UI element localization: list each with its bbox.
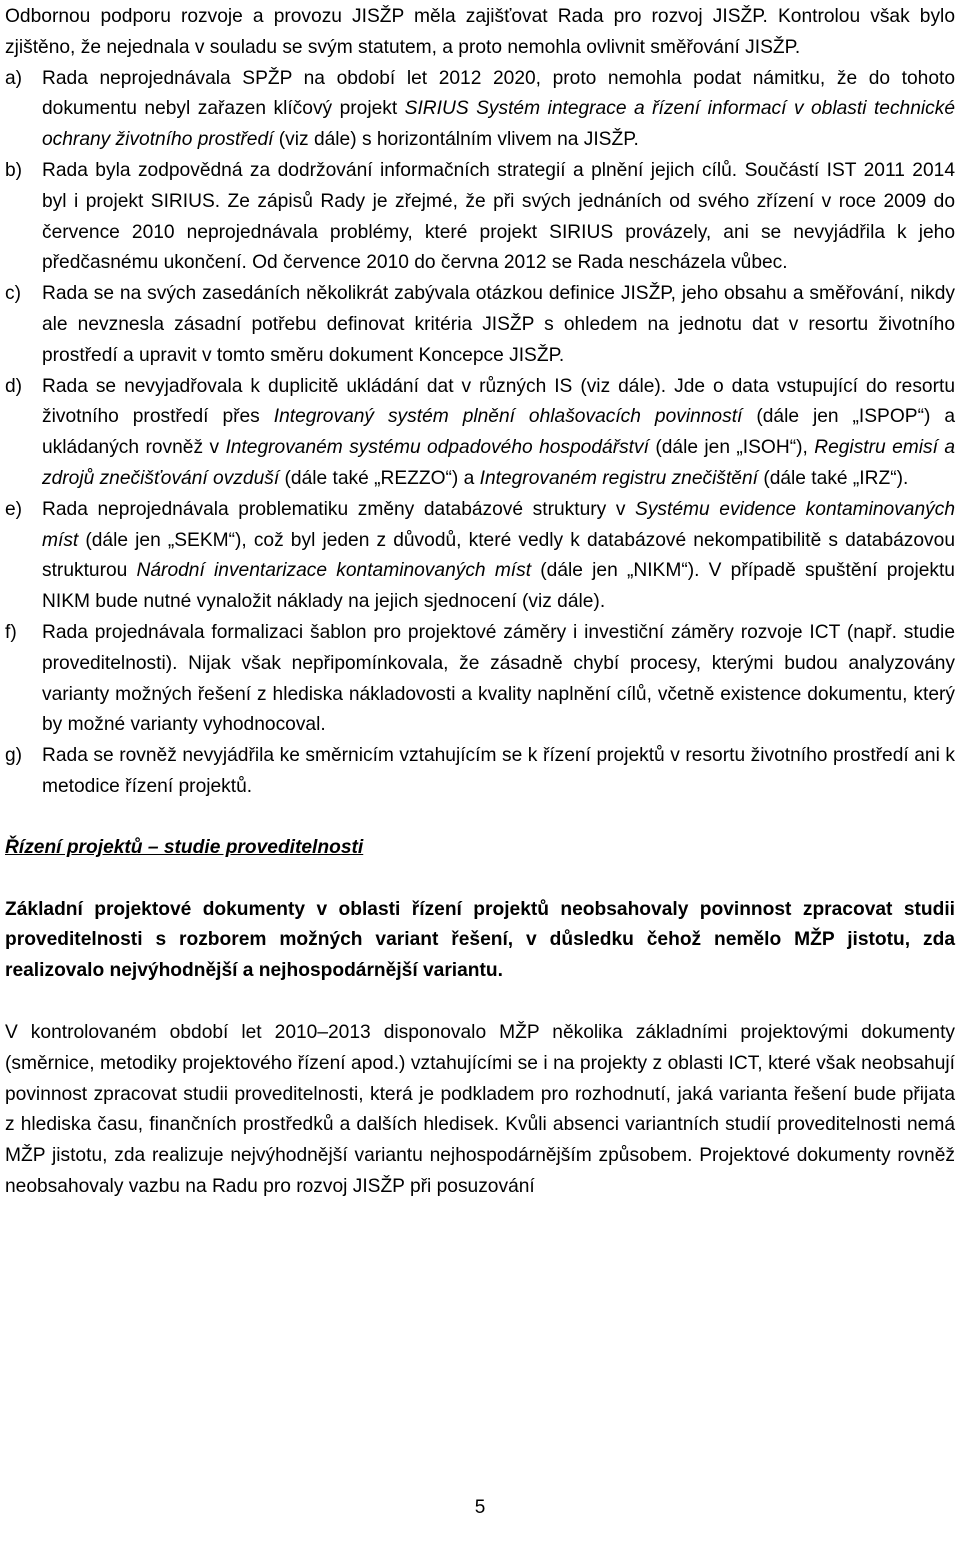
document-page [5,2,955,1203]
list-item-text: Rada se rovněž nevyjádřila ke směrnicím vztahujícím se k řízení projektů v resortu životního prostředí ani k metodice řízení projektů. [42,745,955,797]
page-number: 5 [474,1497,486,1518]
list-item-text: (dále jen „SEKM“), což byl jeden z důvodů, které vedly k databázové nekompatibilitě s databázovou strukturou [42,529,955,582]
body-paragraph: V kontrolovaném období let 2010–2013 disponovalo MŽP několika základními projektovými dokumenty (směrnice, metodiky projektového řízení apod.) vztahujícími se i na projekty z oblasti ICT, které však neobsahují povinnost zpracovat studii proveditelnosti, která je podkladem pro rozhodnutí, jaká varianta řešení bude přijata z hlediska času, finančních prostředků a dalších hledisek. Kvůli absenci variantních studií proveditelnosti nemá MŽP jistotu, zda realizuje nejvýhodnější variantu nejhospodárnějším způsobem. Projektové dokumenty rovněž neobsahovaly vazbu na Radu pro rozvoj JISŽP při posuzování [5,1021,955,1197]
summary-paragraph: Základní projektové dokumenty v oblasti řízení projektů neobsahovaly povinnost zpracovat studii proveditelnosti s rozborem možných variant řešení, v důsledku čehož nemělo MŽP jistotu, zda realizovalo nejvýhodnější a nejhospodárnější variantu. [5,898,955,982]
list-marker: b) [5,159,23,181]
list-item [5,618,955,741]
list-marker: e) [5,498,23,520]
list-item-text: Rada projednávala formalizaci šablon pro projektové záměry i investiční záměry rozvoje ICT (např. studie proveditelnosti). Nijak však nepřipomínkovala, že zásadně chybí procesy, kterými budou analyzovány varianty možných řešení z hlediska nákladovosti a kvality naplnění cílů, včetně existence dokumentu, který by možné varianty vyhodnocoval. [42,621,955,736]
list-item-text: (dále jen „ISOH“), [648,437,815,459]
italic-term: Integrovaném systému odpadového hospodářství [225,437,649,459]
list-item-text: Rada se nevyjadřovala k duplicitě ukládání dat v různých IS (viz dále). Jde o data vstupující do resortu životního prostředí přes [42,375,955,428]
list-marker: d) [5,375,23,397]
list-marker: a) [5,67,23,89]
italic-term: SIRIUS Systém integrace a řízení informací v oblasti technické ochrany životního prostředí [42,98,956,151]
list-item-text: (dále také „IRZ“). [757,467,909,489]
list-marker: g) [5,745,23,767]
list-item-text: (dále jen „ISPOP“) a ukládaných rovněž v [42,406,955,459]
italic-term: Integrovaný systém plnění ohlašovacích povinností [273,406,743,428]
list-marker: c) [5,283,21,305]
intro-paragraph: Odbornou podporu rozvoje a provozu JISŽP měla zajišťovat Rada pro rozvoj JISŽP. Kontrolou však bylo zjištěno, že nejednala v souladu se svým statutem, a proto nemohla ovlivnit směřování JISŽP. [5,6,955,58]
list-item [5,495,955,618]
list-item-text: Rada neprojednávala SPŽP na období let 2012 2020, proto nemohla podat námitku, že do tohoto dokumentu nebyl zařazen klíčový projekt [42,67,955,120]
list-item-text: (dále také „REZZO“) a [279,467,480,489]
italic-term: Integrovaném registru znečištění [479,467,758,489]
findings-list [5,64,955,803]
list-item-text: Rada se na svých zasedáních několikrát zabývala otázkou definice JISŽP, jeho obsahu a směřování, nikdy ale nevznesla zásadní potřebu definovat kritéria JISŽP s ohledem na jednotu dat v resortu životního prostředí a upravit v tomto směru dokument Koncepce JISŽP. [42,283,955,366]
list-item [5,156,955,279]
list-item [5,372,955,495]
list-item [5,741,955,803]
list-item-text: (viz dále) s horizontálním vlivem na JISŽP. [273,129,639,151]
list-item-text: Rada byla zodpovědná za dodržování informačních strategií a plnění jejich cílů. Součástí IST 2011 2014 byl i projekt SIRIUS. Ze zápisů Rady je zřejmé, že při svých jednáních od svého zřízení v roce 2009 do července 2010 neprojednávala problémy, které projekt SIRIUS provázely, ani se nevyjádřila k jeho předčasnému ukončení. Od července 2010 do června 2012 se Rada nescházela vůbec. [42,159,955,274]
list-marker: f) [5,621,17,643]
italic-term: Národní inventarizace kontaminovaných míst [136,560,532,582]
list-item [5,64,955,156]
section-heading: Řízení projektů – studie proveditelnosti [5,836,364,858]
list-item-text: (dále jen „NIKM“). V případě spuštění projektu NIKM bude nutné vynaložit náklady na jejich sjednocení (viz dále). [42,560,955,613]
italic-term: Systému evidence kontaminovaných míst [42,498,955,551]
list-item-text: Rada neprojednávala problematiku změny databázové struktury v [42,498,636,520]
italic-term: Registru emisí a zdrojů znečišťování ovzduší [42,437,955,489]
list-item [5,279,955,371]
